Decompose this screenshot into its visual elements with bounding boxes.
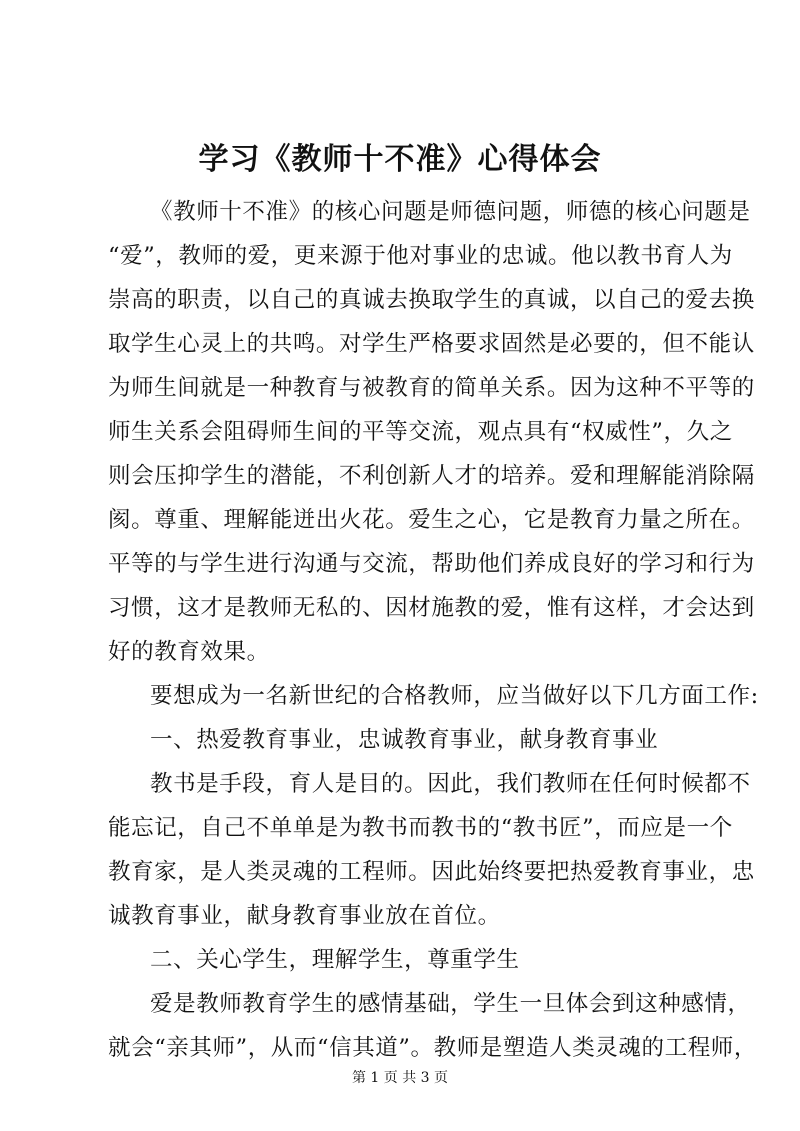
section-heading: 二、关心学生，理解学生，尊重学生 xyxy=(150,947,520,973)
paragraph-line: 好的教育效果。 xyxy=(108,639,270,665)
paragraph-line: 教书是手段，育人是目的。因此，我们教师在任何时候都不 xyxy=(150,771,751,797)
paragraph-line: 《教师十不准》的核心问题是师德问题，师德的核心问题是 xyxy=(150,199,751,225)
paragraph-line: 师生关系会阻碍师生间的平等交流，观点具有“权威性”，久之 xyxy=(108,419,733,445)
paragraph-line: 取学生心灵上的共鸣。对学生严格要求固然是必要的，但不能认 xyxy=(108,331,755,357)
page-number: 第 1 页 共 3 页 xyxy=(351,1070,449,1086)
paragraph-line: 爱是教师教育学生的感情基础，学生一旦体会到这种感情， xyxy=(150,991,751,1017)
paragraph-line: 为师生间就是一种教育与被教育的简单关系。因为这种不平等的 xyxy=(108,375,755,401)
paragraph-line: 能忘记，自己不单单是为教书而教书的“教书匠”，而应是一个 xyxy=(108,815,733,841)
paragraph-line: 就会“亲其师”，从而“信其道”。教师是塑造人类灵魂的工程师， xyxy=(108,1035,758,1061)
paragraph-line: 阂。尊重、理解能迸出火花。爱生之心，它是教育力量之所在。 xyxy=(108,507,755,533)
paragraph-line: 教育家，是人类灵魂的工程师。因此始终要把热爱教育事业，忠 xyxy=(108,859,755,885)
paragraph-line: 崇高的职责，以自己的真诚去换取学生的真诚，以自己的爱去换 xyxy=(108,287,755,313)
paragraph-line: 则会压抑学生的潜能，不利创新人才的培养。爱和理解能消除隔 xyxy=(108,463,755,489)
paragraph-line: 诚教育事业，献身教育事业放在首位。 xyxy=(108,903,501,929)
paragraph-line: 习惯，这才是教师无私的、因材施教的爱，惟有这样，才会达到 xyxy=(108,595,755,621)
paragraph-line: 要想成为一名新世纪的合格教师，应当做好以下几方面工作: xyxy=(150,683,759,709)
document-title: 学习《教师十不准》心得体会 xyxy=(198,142,602,177)
paragraph-line: “爱”，教师的爱，更来源于他对事业的忠诚。他以教书育人为 xyxy=(108,243,733,269)
section-heading: 一、热爱教育事业，忠诚教育事业，献身教育事业 xyxy=(150,727,659,753)
paragraph-line: 平等的与学生进行沟通与交流，帮助他们养成良好的学习和行为 xyxy=(108,551,755,577)
